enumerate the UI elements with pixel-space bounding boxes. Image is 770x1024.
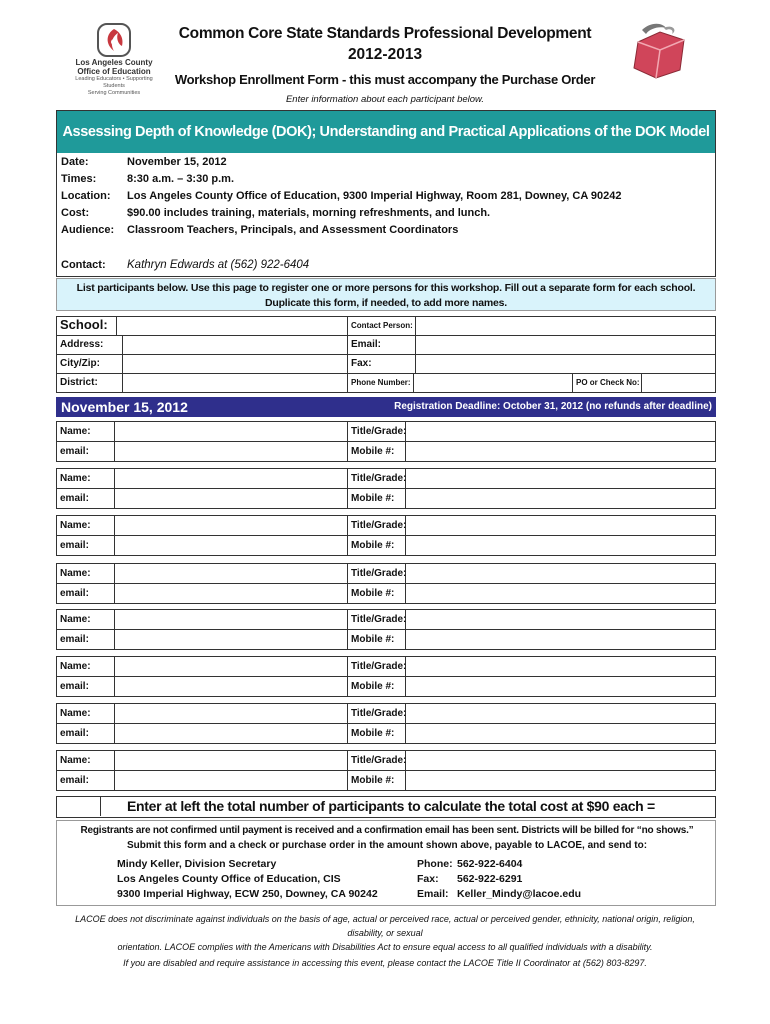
participant-block-1 xyxy=(56,421,716,463)
audience-label: Audience: xyxy=(61,224,115,236)
fax-value: 562-922-6291 xyxy=(457,873,523,885)
mobile-label: Mobile #: xyxy=(351,588,395,599)
title-grade-label: Title/Grade: xyxy=(351,661,407,672)
nondiscrimination-line1: LACOE does not discriminate against individuals on the basis of age, actual or perceived race, actual or perceived gender, ethnicity, national origin, religion, disability, or sexual xyxy=(75,914,695,938)
email-label: email: xyxy=(60,634,89,645)
name-label: Name: xyxy=(60,520,91,531)
phone-number-label: Phone Number: xyxy=(351,378,411,387)
email-label: email: xyxy=(60,493,89,504)
email-label: email: xyxy=(60,775,89,786)
name-label: Name: xyxy=(60,755,91,766)
common-core-seal-icon xyxy=(620,20,700,87)
participant-5-name-row[interactable] xyxy=(56,609,716,630)
phone-value: 562-922-6404 xyxy=(457,858,523,870)
participant-7-name-row[interactable] xyxy=(56,703,716,724)
participant-2-name-row[interactable] xyxy=(56,468,716,489)
participant-6-name-row[interactable] xyxy=(56,656,716,677)
form-subtitle: Workshop Enrollment Form - this must accompany the Purchase Order xyxy=(174,72,596,87)
session-date-bar xyxy=(56,397,716,417)
title-grade-label: Title/Grade: xyxy=(351,426,407,437)
school-label: School: xyxy=(60,317,108,332)
logo-name-line2: Office of Education xyxy=(77,67,151,76)
name-label: Name: xyxy=(60,426,91,437)
title-grade-label: Title/Grade: xyxy=(351,520,407,531)
submit-note: Submit this form and a check or purchase order in the amount shown above, payable to LACOE, and send to: xyxy=(126,840,648,851)
lacoe-logo xyxy=(64,22,164,96)
participant-6-email-row[interactable] xyxy=(56,676,716,697)
times-label: Times: xyxy=(61,173,97,185)
name-label: Name: xyxy=(60,568,91,579)
logo-tagline1: Leading Educators • Supporting Students xyxy=(75,76,153,89)
mobile-label: Mobile #: xyxy=(351,493,395,504)
participant-block-2 xyxy=(56,468,716,510)
lacoe-emblem-icon xyxy=(96,22,132,58)
location-label: Location: xyxy=(61,190,111,202)
name-label: Name: xyxy=(60,708,91,719)
audience-value: Classroom Teachers, Principals, and Assessment Coordinators xyxy=(127,224,459,236)
po-check-input[interactable] xyxy=(641,373,716,393)
email-input[interactable] xyxy=(415,335,716,355)
address-label: Address: xyxy=(60,339,104,350)
participant-4-email-row[interactable] xyxy=(56,583,716,604)
district-input[interactable] xyxy=(122,373,348,393)
address-line-2: Los Angeles County Office of Education, CIS xyxy=(117,873,341,885)
participant-4-name-row[interactable] xyxy=(56,563,716,584)
title-grade-label: Title/Grade: xyxy=(351,755,407,766)
fax-label: Fax: xyxy=(351,358,372,369)
participant-block-5 xyxy=(56,609,716,651)
session-date: November 15, 2012 xyxy=(61,399,188,415)
participant-8-name-row[interactable] xyxy=(56,750,716,771)
participant-3-email-row[interactable] xyxy=(56,535,716,556)
email-label: Email: xyxy=(351,339,382,350)
participant-block-7 xyxy=(56,703,716,745)
participant-1-email-row[interactable] xyxy=(56,441,716,462)
location-value: Los Angeles County Office of Education, 9300 Imperial Highway, Room 281, Downey, CA 90242 xyxy=(127,190,622,202)
participant-8-email-row[interactable] xyxy=(56,770,716,791)
participant-block-3 xyxy=(56,515,716,557)
email-label: email: xyxy=(60,588,89,599)
registration-note: Registrants are not confirmed until payment is received and a confirmation email has been sent. Districts will be billed for “no shows.” xyxy=(80,825,694,836)
email-label: email: xyxy=(60,446,89,457)
form-title-line1: Common Core State Standards Professional Development xyxy=(178,25,592,42)
participant-block-6 xyxy=(56,656,716,698)
mobile-label: Mobile #: xyxy=(351,540,395,551)
participant-3-name-row[interactable] xyxy=(56,515,716,536)
payment-info-box xyxy=(56,820,716,906)
date-value: November 15, 2012 xyxy=(127,156,227,168)
participant-7-email-row[interactable] xyxy=(56,723,716,744)
name-label: Name: xyxy=(60,614,91,625)
address-line-1: Mindy Keller, Division Secretary xyxy=(117,858,277,870)
mobile-label: Mobile #: xyxy=(351,446,395,457)
title-grade-label: Title/Grade: xyxy=(351,473,407,484)
participant-block-4 xyxy=(56,563,716,605)
address-line-3: 9300 Imperial Highway, ECW 250, Downey, CA 90242 xyxy=(117,888,378,900)
list-instructions-line1: List participants below. Use this page to register one or more persons for this workshop. Fill out a separate form for each school. xyxy=(76,282,696,294)
logo-name-line1: Los Angeles County xyxy=(75,58,153,67)
date-label: Date: xyxy=(61,156,89,168)
mobile-label: Mobile #: xyxy=(351,681,395,692)
participant-block-8 xyxy=(56,750,716,792)
address-input[interactable] xyxy=(122,335,348,355)
title-grade-label: Title/Grade: xyxy=(351,568,407,579)
title-grade-label: Title/Grade: xyxy=(351,708,407,719)
total-participants-bar xyxy=(56,796,716,818)
contact-label: Contact: xyxy=(61,259,106,271)
mobile-label: Mobile #: xyxy=(351,634,395,645)
email-label: email: xyxy=(60,540,89,551)
nondiscrimination-statement xyxy=(60,912,710,954)
list-instructions-line2: Duplicate this form, if needed, to add more names. xyxy=(264,297,508,309)
email-label: email: xyxy=(60,728,89,739)
name-label: Name: xyxy=(60,473,91,484)
contact-person-label: Contact Person: xyxy=(351,321,413,330)
phone-number-input[interactable] xyxy=(413,373,573,393)
district-label: District: xyxy=(60,377,98,388)
email-label: Email: xyxy=(417,888,449,900)
disability-assistance-note: If you are disabled and require assistance in accessing this event, please contact the LACOE Title II Coordinator at (562) 803-8297. xyxy=(123,958,647,968)
fax-input[interactable] xyxy=(415,354,716,374)
enter-info-instruction: Enter information about each participant below. xyxy=(285,94,485,105)
po-check-label: PO or Check No: xyxy=(576,378,640,387)
email-label: email: xyxy=(60,681,89,692)
contact-person-input[interactable] xyxy=(415,316,716,336)
total-cost-text: Enter at left the total number of participants to calculate the total cost at $90 each = xyxy=(127,798,655,814)
mobile-label: Mobile #: xyxy=(351,775,395,786)
email-value[interactable]: Keller_Mindy@lacoe.edu xyxy=(457,888,582,900)
fax-label: Fax: xyxy=(417,873,439,885)
city-zip-input[interactable] xyxy=(122,354,348,374)
title-grade-label: Title/Grade: xyxy=(351,614,407,625)
mobile-label: Mobile #: xyxy=(351,728,395,739)
registration-deadline: Registration Deadline: October 31, 2012 (no refunds after deadline) xyxy=(394,401,712,412)
cost-value: $90.00 includes training, materials, morning refreshments, and lunch. xyxy=(127,207,491,219)
workshop-title: Assessing Depth of Knowledge (DOK); Understanding and Practical Applications of the DOK Model xyxy=(57,111,715,153)
workshop-info-box xyxy=(56,110,716,277)
participant-5-email-row[interactable] xyxy=(56,629,716,650)
list-instructions xyxy=(56,278,716,311)
times-value: 8:30 a.m. – 3:30 p.m. xyxy=(127,173,234,185)
nondiscrimination-line2: orientation. LACOE complies with the Americans with Disabilities Act to ensure equal access to all qualified individuals with a disability. xyxy=(117,942,653,952)
form-title-line2: 2012-2013 xyxy=(347,46,423,63)
school-input[interactable] xyxy=(116,316,348,336)
participant-2-email-row[interactable] xyxy=(56,488,716,509)
name-label: Name: xyxy=(60,661,91,672)
cost-label: Cost: xyxy=(61,207,90,219)
phone-label: Phone: xyxy=(417,858,453,870)
contact-value: Kathryn Edwards at (562) 922-6404 xyxy=(127,259,310,271)
city-zip-label: City/Zip: xyxy=(60,358,100,369)
total-participants-input[interactable] xyxy=(57,797,101,816)
logo-tagline2: Serving Communities xyxy=(87,90,141,96)
